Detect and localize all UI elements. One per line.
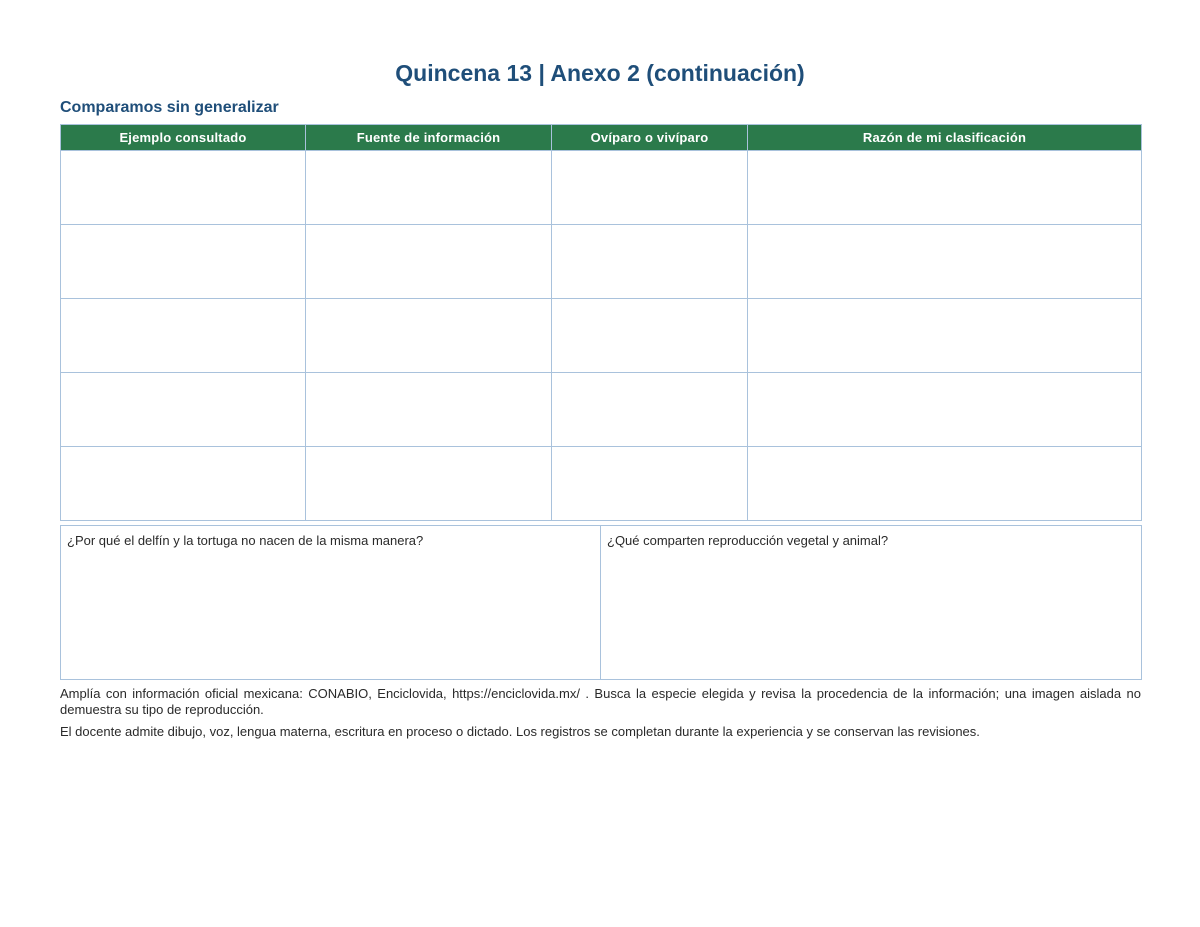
table-cell-source[interactable] xyxy=(306,299,552,373)
column-header-reason: Razón de mi clasificación xyxy=(748,125,1142,151)
table-cell-type[interactable] xyxy=(552,225,748,299)
table-cell-type[interactable] xyxy=(552,447,748,521)
table-cell-reason[interactable] xyxy=(748,225,1142,299)
table-cell-source[interactable] xyxy=(306,373,552,447)
section-title: Comparamos sin generalizar xyxy=(60,99,279,116)
table-cell-reason[interactable] xyxy=(748,373,1142,447)
column-header-example: Ejemplo consultado xyxy=(61,125,306,151)
page-title: Quincena 13 | Anexo 2 (continuación) xyxy=(395,60,805,86)
question-plant-animal[interactable]: ¿Qué comparten reproducción vegetal y animal? xyxy=(601,526,1142,680)
table-header-row xyxy=(61,125,1142,151)
source-note: Amplía con información oficial mexicana: CONABIO, Enciclovida, https://enciclovida.mx/ . Busca la especie elegida y revisa la procedencia de la información; una imagen aislada no demuestra su tipo de reproducción. xyxy=(60,686,1141,717)
table-row xyxy=(61,373,1142,447)
questions-row xyxy=(61,526,1142,680)
table-row xyxy=(61,151,1142,225)
table-cell-source[interactable] xyxy=(306,151,552,225)
table-cell-example[interactable] xyxy=(61,447,306,521)
table-cell-example[interactable] xyxy=(61,373,306,447)
table-cell-reason[interactable] xyxy=(748,299,1142,373)
table-cell-example[interactable] xyxy=(61,225,306,299)
table-row xyxy=(61,299,1142,373)
table-cell-source[interactable] xyxy=(306,225,552,299)
table-cell-type[interactable] xyxy=(552,373,748,447)
question-dolphin-turtle[interactable]: ¿Por qué el delfín y la tortuga no nacen de la misma manera? xyxy=(61,526,601,680)
classification-table xyxy=(60,124,1142,521)
table-cell-source[interactable] xyxy=(306,447,552,521)
table-row xyxy=(61,225,1142,299)
table-cell-reason[interactable] xyxy=(748,447,1142,521)
column-header-source: Fuente de información xyxy=(306,125,552,151)
column-header-type: Ovíparo o vivíparo xyxy=(552,125,748,151)
table-row xyxy=(61,447,1142,521)
teacher-note: El docente admite dibujo, voz, lengua materna, escritura en proceso o dictado. Los registros se completan durante la experiencia y se conservan las revisiones. xyxy=(60,724,980,739)
table-cell-example[interactable] xyxy=(61,151,306,225)
table-cell-example[interactable] xyxy=(61,299,306,373)
table-cell-type[interactable] xyxy=(552,299,748,373)
reflection-questions-table xyxy=(60,525,1142,680)
table-cell-type[interactable] xyxy=(552,151,748,225)
table-cell-reason[interactable] xyxy=(748,151,1142,225)
